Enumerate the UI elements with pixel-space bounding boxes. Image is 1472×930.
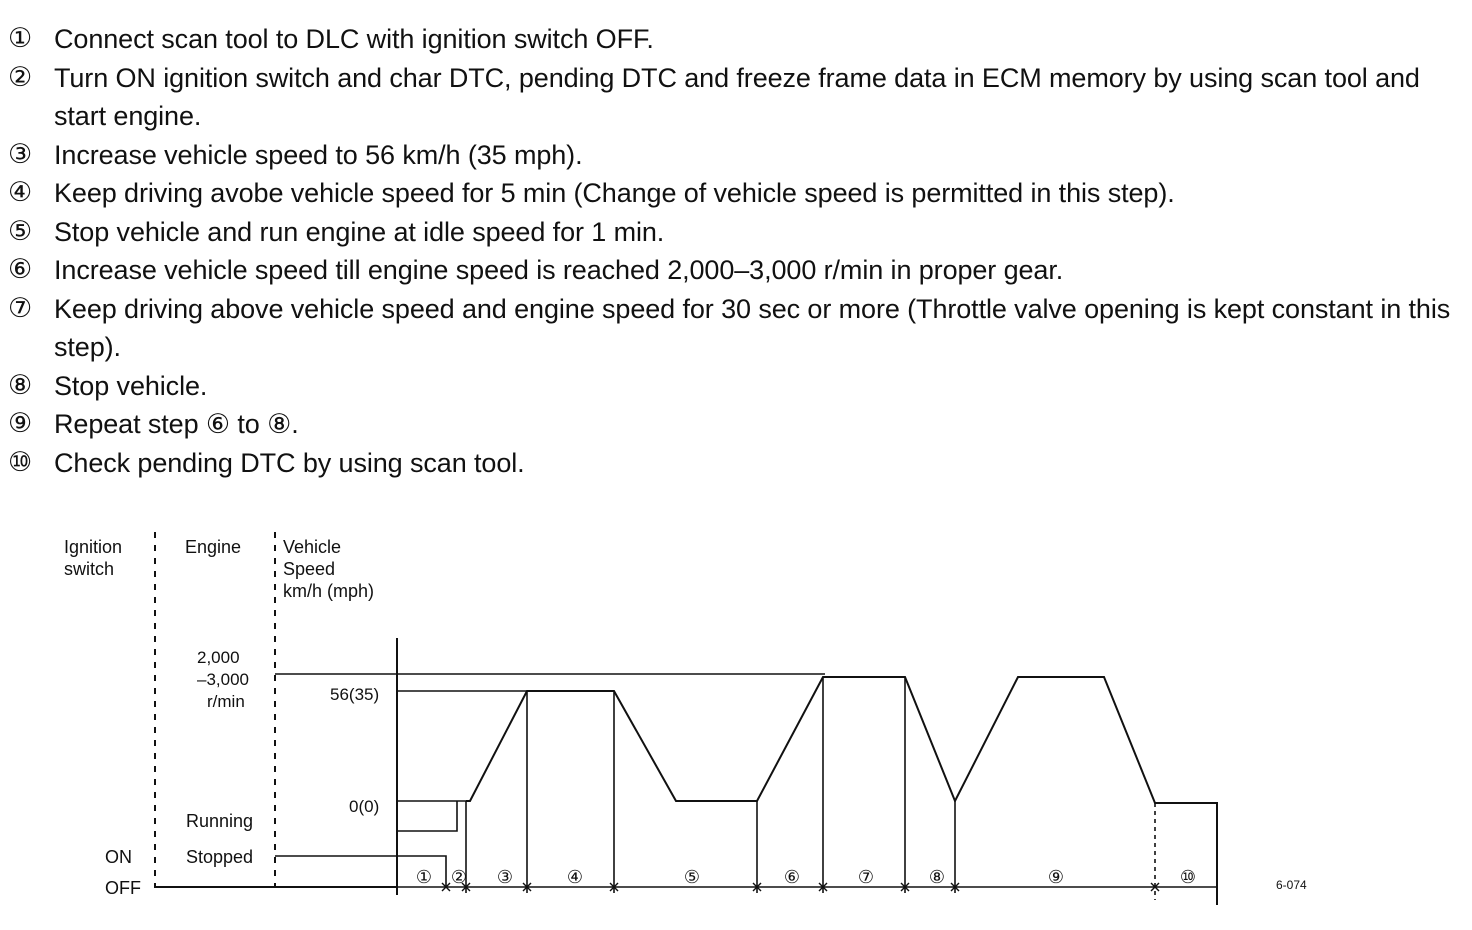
step-number: ② xyxy=(8,61,33,93)
engine-header: Engine xyxy=(185,537,242,557)
running-label: Running xyxy=(186,811,254,831)
ignition-header-line2: switch xyxy=(64,559,115,579)
engine-start-trace xyxy=(397,801,457,831)
engine-speed-label-line3: r/min xyxy=(207,692,245,711)
vehicle-header-line1: Vehicle xyxy=(283,537,342,557)
phase-label: ④ xyxy=(566,867,584,888)
ignition-on-label: ON xyxy=(105,847,132,867)
speed-56-label: 56(35) xyxy=(330,685,380,704)
step-number: ⑨ xyxy=(8,408,33,439)
step-text: Check pending DTC by using scan tool. xyxy=(54,447,525,478)
vehicle-header-line2: Speed xyxy=(283,559,336,579)
phase-label: ⑦ xyxy=(857,867,875,888)
ignition-header-line1: Ignition xyxy=(64,537,123,557)
step-text: Increase vehicle speed till engine speed is reached 2,000–3,000 r/min in proper gear. xyxy=(54,255,1064,285)
phase-label: ⑤ xyxy=(683,867,701,888)
phase-label: ⑩ xyxy=(1179,867,1197,888)
step-text: Repeat step ⑥ to ⑧. xyxy=(54,409,299,439)
phase-label: ① xyxy=(415,867,433,888)
step-number: ③ xyxy=(8,138,33,170)
phase-label: ⑨ xyxy=(1047,867,1065,888)
ignition-off-label: OFF xyxy=(105,878,141,898)
phase-label: ② xyxy=(450,867,468,888)
speed-0-label: 0(0) xyxy=(349,797,380,816)
phase-label: ⑧ xyxy=(928,867,946,888)
step-number: ⑩ xyxy=(8,446,33,478)
step-number: ④ xyxy=(8,177,33,208)
step-number: ① xyxy=(8,23,33,54)
phase-label: ⑥ xyxy=(783,867,801,888)
step-number: ⑦ xyxy=(8,292,33,324)
step-text: Keep driving above vehicle speed and engine speed for 30 sec or more (Throttle valve opening is kept constant in this step). xyxy=(54,293,1451,362)
phase-label: ③ xyxy=(496,867,514,888)
step-text: Keep driving avobe vehicle speed for 5 min (Change of vehicle speed is permitted in this step). xyxy=(54,178,1175,208)
vehicle-header-line3: km/h (mph) xyxy=(283,581,375,601)
step-text: Turn ON ignition switch and char DTC, pending DTC and freeze frame data in ECM memory by using scan tool and start engine. xyxy=(54,62,1420,131)
step-text: Increase vehicle speed to 56 km/h (35 mph). xyxy=(54,139,583,170)
step-text: Stop vehicle and run engine at idle speed for 1 min. xyxy=(54,216,665,247)
step-number: ⑤ xyxy=(8,215,33,247)
engine-speed-label-line2: –3,000 xyxy=(197,670,249,689)
engine-speed-label-line1: 2,000 xyxy=(197,648,240,667)
step-text: Connect scan tool to DLC with ignition switch OFF. xyxy=(54,24,654,54)
step-text: Stop vehicle. xyxy=(54,370,208,401)
step-number: ⑧ xyxy=(8,369,33,401)
stopped-label: Stopped xyxy=(186,847,254,867)
figure-id: 6-074 xyxy=(1276,878,1307,892)
step-number: ⑥ xyxy=(8,254,33,285)
